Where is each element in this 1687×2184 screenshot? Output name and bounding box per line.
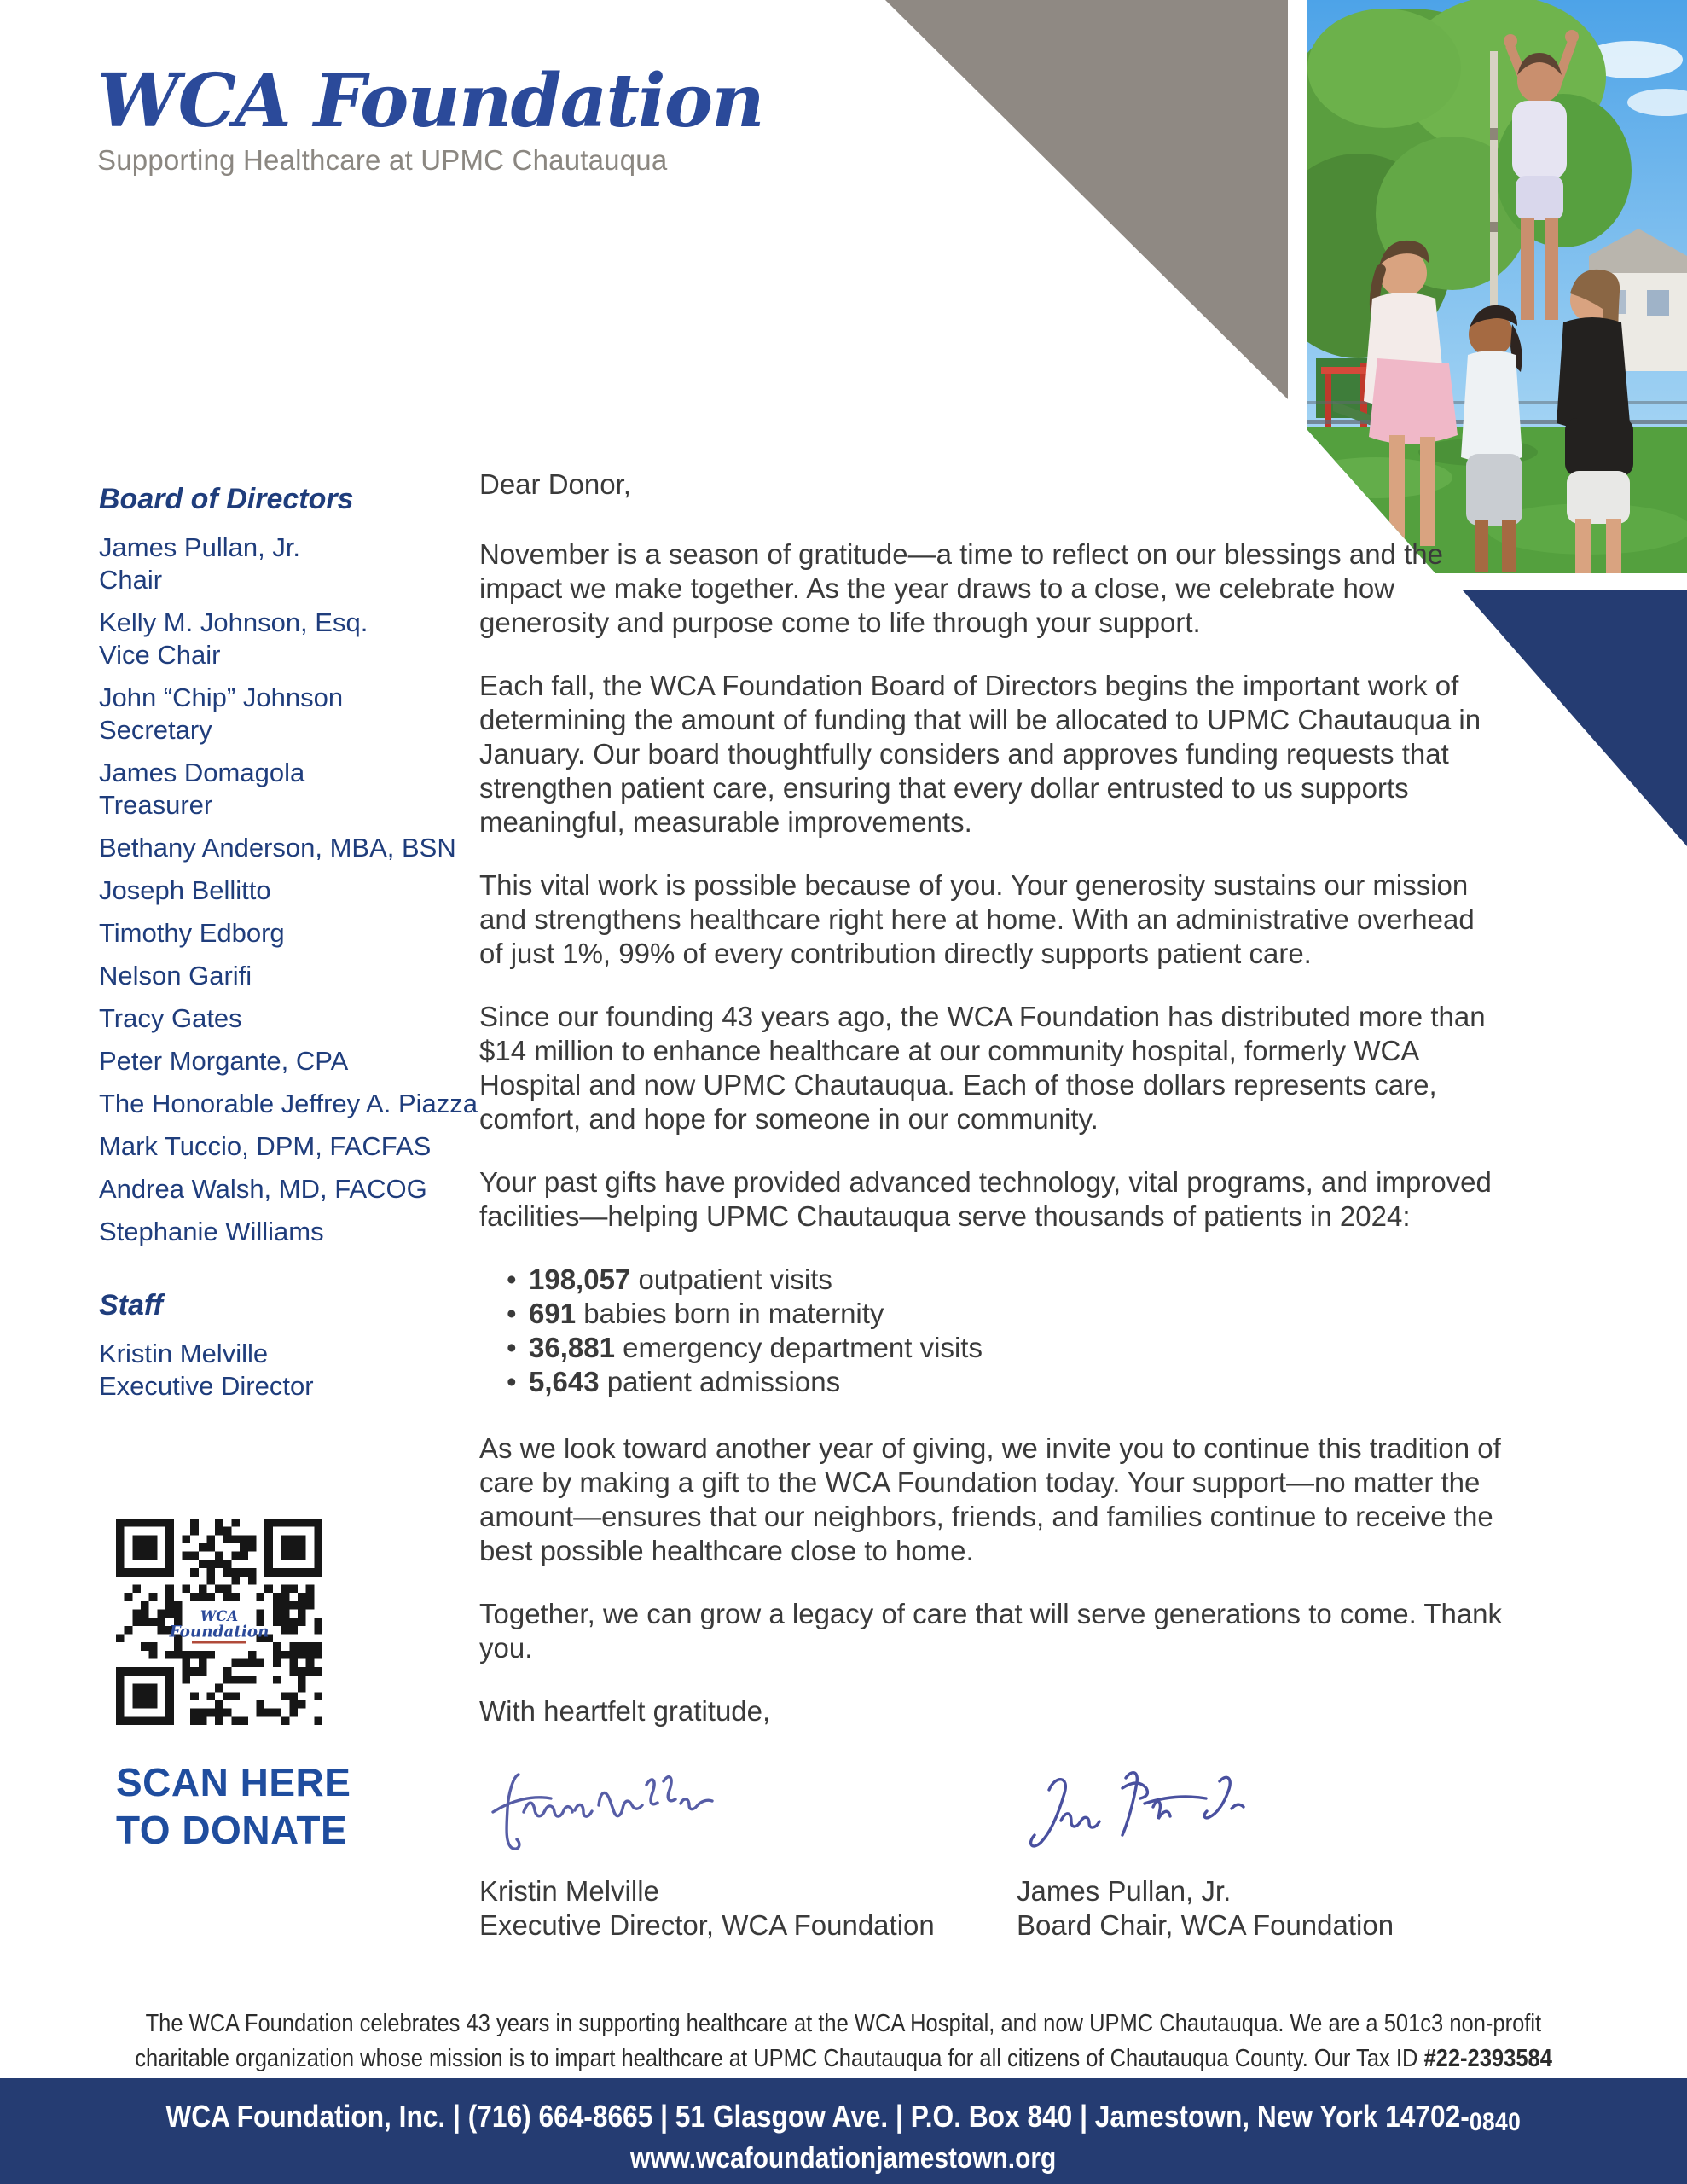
- stat-label: babies born in maternity: [576, 1298, 884, 1329]
- board-member: [99, 874, 508, 907]
- board-member: [99, 1002, 508, 1035]
- letter-paragraph: November is a season of gratitude—a time to reflect on our blessings and the impact we make together. As the year draws to a close, we celebrate how generosity and purpose come to life through your support.: [479, 538, 1443, 638]
- signature-block-james: [1017, 1756, 1554, 1943]
- signer-name: Kristin Melville: [479, 1875, 659, 1907]
- hospital-stats-list: [479, 1263, 1503, 1399]
- kristin-melville-signature: [479, 1756, 735, 1862]
- letter-paragraphs-bottom: [479, 1432, 1503, 1665]
- signer-title: Executive Director, WCA Foundation: [479, 1909, 935, 1941]
- sidebar: [99, 483, 508, 1413]
- letter-paragraph: As we look toward another year of giving, we invite you to continue this tradition of care by making a gift to the WCA Foundation today. Your support—no matter the amount—ensures that our neighbors, friends, and families continue to receive the best possible healthcare close to home.: [479, 1432, 1501, 1566]
- bullet-dot: •: [507, 1263, 517, 1295]
- staff-member-role: Executive Director: [99, 1371, 314, 1401]
- stat-item: [479, 1331, 1503, 1365]
- donate-qr-code: [116, 1519, 322, 1725]
- board-member-name: James Pullan, Jr.: [99, 532, 301, 562]
- stat-item: [479, 1263, 1503, 1297]
- signer-name: James Pullan, Jr.: [1017, 1875, 1232, 1907]
- board-member: [99, 917, 508, 950]
- board-member-name: Bethany Anderson, MBA, BSN: [99, 833, 456, 863]
- board-member: [99, 832, 508, 864]
- board-member: [99, 1216, 508, 1248]
- staff-member: [99, 1338, 508, 1403]
- stat-item: [479, 1365, 1503, 1399]
- scan-caption-line2: TO DONATE: [116, 1808, 348, 1852]
- board-member: [99, 607, 508, 671]
- board-member-name: Mark Tuccio, DPM, FACFAS: [99, 1131, 432, 1161]
- wca-foundation-logo: WCA Foundation: [97, 58, 763, 144]
- board-member-name: Andrea Walsh, MD, FACOG: [99, 1174, 427, 1204]
- bullet-dot: •: [507, 1366, 517, 1397]
- james-pullan-signature: [1017, 1756, 1272, 1862]
- letter-paragraph: This vital work is possible because of you. Your generosity sustains our mission and strengthens healthcare right here at home. With an administrative overhead of just 1%, 99% of every contribution directly supports patient care.: [479, 869, 1475, 969]
- staff-members-list: [99, 1338, 508, 1403]
- board-member: [99, 960, 508, 992]
- board-member-name: Tracy Gates: [99, 1003, 242, 1033]
- footnote: [0, 2007, 1687, 2077]
- board-member-role: Treasurer: [99, 790, 213, 820]
- signature-block-kristin: [479, 1756, 1017, 1943]
- letter-paragraphs-top: [479, 537, 1503, 1234]
- board-member-name: James Domagola: [99, 758, 305, 787]
- board-member: [99, 757, 508, 822]
- footer-website: www.wcafoundationjamestown.org: [630, 2142, 1057, 2175]
- board-member-name: John “Chip” Johnson: [99, 682, 344, 712]
- board-member: [99, 1173, 508, 1205]
- stat-value: 691: [529, 1298, 577, 1329]
- stat-value: 36,881: [529, 1332, 615, 1363]
- letter-paragraph: Since our founding 43 years ago, the WCA Foundation has distributed more than $14 million to enhance healthcare at our community hospital, formerly WCA Hospital and now UPMC Chautauqua. Each of those dollars represents care, comfort, and hope for someone in our community.: [479, 1001, 1486, 1135]
- board-member: [99, 1045, 508, 1077]
- board-member: [99, 1130, 508, 1163]
- footnote-line2: charitable organization whose mission is to impart healthcare at UPMC Chautauqua for all citizens of Chautauqua County. Our Tax ID #22-2393584: [135, 2045, 1552, 2072]
- donate-qr-block: [116, 1519, 372, 1854]
- letter-body: [479, 468, 1503, 1757]
- tax-id: #22-2393584: [1423, 2045, 1552, 2072]
- board-member-role: Chair: [99, 565, 163, 595]
- board-member-name: Joseph Bellitto: [99, 875, 271, 905]
- bullet-dot: •: [507, 1332, 517, 1363]
- svg-text:Foundation: Foundation: [169, 1623, 270, 1641]
- board-member-role: Secretary: [99, 715, 212, 745]
- board-member: [99, 531, 508, 596]
- salutation: Dear Donor,: [479, 468, 631, 500]
- board-member-name: Timothy Edborg: [99, 918, 285, 948]
- logo-block: [97, 58, 763, 177]
- stat-value: 198,057: [529, 1263, 631, 1295]
- staff-heading: Staff: [99, 1289, 163, 1321]
- board-members-list: [99, 531, 508, 1248]
- footer-contact-line: WCA Foundation, Inc. | (716) 664-8665 | 51 Glasgow Ave. | P.O. Box 840 | Jamestown, New York 14702-0840: [165, 2099, 1522, 2136]
- stat-value: 5,643: [529, 1366, 600, 1397]
- board-of-directors-heading: Board of Directors: [99, 483, 354, 515]
- svg-text:WCA: WCA: [200, 1608, 239, 1625]
- board-member-name: Peter Morgante, CPA: [99, 1046, 349, 1076]
- board-member-role: Vice Chair: [99, 640, 221, 670]
- board-member-name: Stephanie Williams: [99, 1217, 324, 1246]
- stat-label: emergency department visits: [614, 1332, 983, 1363]
- board-member: [99, 682, 508, 746]
- bullet-dot: •: [507, 1298, 517, 1329]
- footnote-line1: The WCA Foundation celebrates 43 years in supporting healthcare at the WCA Hospital, and now UPMC Chautauqua. We are a 501c3 non-profit: [145, 2010, 1542, 2037]
- letter-paragraph: Each fall, the WCA Foundation Board of Directors begins the important work of determining the amount of funding that will be allocated to UPMC Chautauqua in January. Our board thoughtfully considers and approves funding requests that strengthen patient care, ensuring that every dollar entrusted to us supports meaningful, measurable improvements.: [479, 670, 1481, 838]
- logo-tagline: Supporting Healthcare at UPMC Chautauqua: [97, 143, 668, 176]
- signature-row: [479, 1756, 1554, 1943]
- board-member-name: Kelly M. Johnson, Esq.: [99, 607, 368, 637]
- stat-item: [479, 1297, 1503, 1331]
- board-member-name: Nelson Garifi: [99, 961, 252, 990]
- footer-bar: [0, 2078, 1687, 2184]
- staff-member-name: Kristin Melville: [99, 1339, 269, 1368]
- scan-to-donate-caption: [116, 1758, 372, 1854]
- signer-title: Board Chair, WCA Foundation: [1017, 1909, 1394, 1941]
- zip-suffix: 0840: [1469, 2108, 1522, 2136]
- letter-paragraph: Your past gifts have provided advanced technology, vital programs, and improved facilities—helping UPMC Chautauqua serve thousands of patients in 2024:: [479, 1166, 1492, 1232]
- board-member: [99, 1088, 508, 1120]
- board-member-name: The Honorable Jeffrey A. Piazza: [99, 1089, 478, 1118]
- stat-label: patient admissions: [599, 1366, 841, 1397]
- letter-paragraph: Together, we can grow a legacy of care that will serve generations to come. Thank you.: [479, 1598, 1503, 1664]
- closing-line: With heartfelt gratitude,: [479, 1695, 771, 1727]
- gray-triangle-decoration: [885, 0, 1288, 399]
- stat-label: outpatient visits: [630, 1263, 832, 1295]
- scan-caption-line1: SCAN HERE: [116, 1760, 351, 1804]
